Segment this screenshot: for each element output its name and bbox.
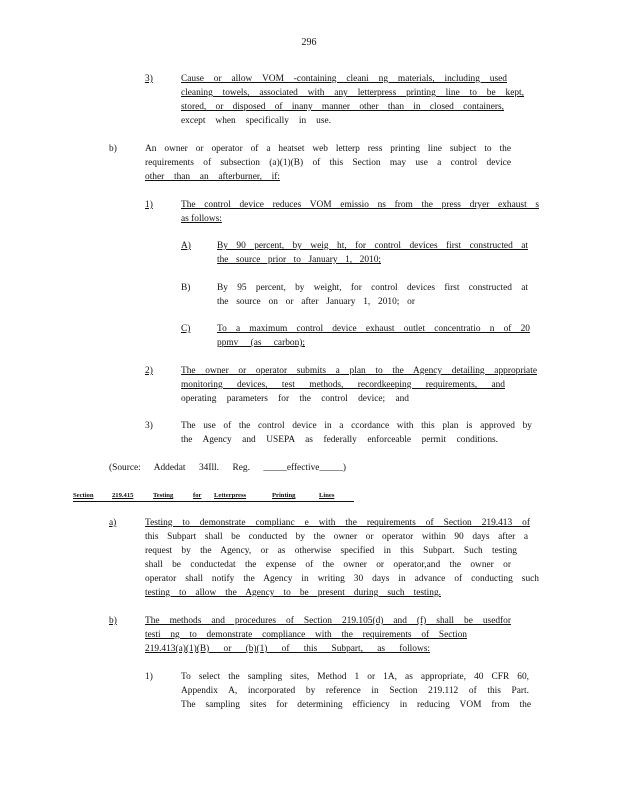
text-line: request by the Agency, or as otherwise specified in this Subpart. Such testing [145, 546, 517, 556]
item-label: b) [109, 144, 117, 154]
text-line: Appendix A, incorporated by reference in Section 219.112 of this Part. [181, 686, 529, 696]
text-line: requirements of subsection (a)(1)(B) of this Section may use a control device [145, 158, 511, 168]
item-label: 3) [145, 421, 153, 431]
text-line: operator shall notify the Agency in writing 30 days in advance of conducting such [145, 574, 539, 584]
text-line: shall be conductedat the expense of the owner or operator,and the owner or [145, 560, 511, 570]
page-number: 296 [301, 37, 317, 48]
text-line: testing to allow the Agency to be present during such testing. [145, 588, 441, 598]
text-line: ppmv (as carbon); [217, 338, 305, 348]
text-line: The control device reduces VOM emissio ns from the press dryer exhaust s [181, 200, 539, 210]
text-line: stored, or disposed of inany manner other than in closed containers, [181, 102, 504, 112]
text-line: 219.413(a)(1)(B) or (b)(1) of this Subpart, as follows: [145, 644, 430, 654]
text-line: cleaning towels, associated with any letterpress printing line to be kept, [181, 88, 524, 98]
text-line: except when specifically in use. [181, 116, 331, 126]
section-label: Section [73, 492, 94, 499]
text-line: the Agency and USEPA as federally enforceable permit conditions. [181, 435, 498, 445]
text-line: the source on or after January 1, 2010; or [217, 297, 415, 307]
text-line: Cause or allow VOM -containing cleani ng materials, including used [181, 74, 507, 84]
item-label: 3) [145, 74, 153, 84]
section-title-word: Lines [319, 492, 335, 499]
section-title-word: Testing [153, 492, 174, 499]
text-line: monitoring devices, test methods, recordkeeping requirements, and [181, 380, 505, 390]
text-line: as follows: [181, 214, 222, 224]
text-line: To a maximum control device exhaust outlet concentratio n of 20 [217, 324, 530, 334]
text-line: An owner or operator of a heatset web letterp ress printing line subject to the [145, 144, 511, 154]
section-title-word: Letterpress [214, 492, 247, 499]
item-label: 1) [145, 200, 153, 210]
text-line: testi ng to demonstrate compliance with the requirements of Section [145, 630, 467, 640]
text-line: this Subpart shall be conducted by the owner or operator within 90 days after a [145, 532, 528, 542]
text-line: The owner or operator submits a plan to the Agency detailing appropriate [181, 366, 537, 376]
section-title-word: Printing [272, 492, 296, 499]
text-line: To select the sampling sites, Method 1 or 1A, as appropriate, 40 CFR 60, [181, 672, 529, 682]
text-line: By 90 percent, by weig ht, for control devices first constructed at [217, 241, 528, 251]
item-label: A) [181, 241, 191, 251]
text-line: Testing to demonstrate complianc e with the requirements of Section 219.413 of [145, 518, 530, 528]
text-line: The use of the control device in a ccordance with this plan is approved by [181, 421, 532, 431]
item-label: C) [181, 324, 191, 334]
text-line: By 95 percent, by weight, for control devices first constructed at [217, 283, 528, 293]
text-line: The sampling sites for determining efficiency in reducing VOM from the [181, 700, 531, 710]
item-label: a) [109, 518, 117, 528]
item-label: 2) [145, 366, 153, 376]
section-title-word: for [193, 492, 202, 499]
text-line: The methods and procedures of Section 219.105(d) and (f) shall be usedfor [145, 616, 511, 626]
text-line: operating parameters for the control device; and [181, 394, 409, 404]
text-line: other than an afterburner, if: [145, 172, 280, 182]
item-label: B) [181, 283, 191, 293]
item-label: 1) [145, 672, 153, 682]
item-label: b) [109, 616, 117, 626]
source-note: (Source: Addedat 34Ill. Reg. _____effective_____) [109, 463, 346, 473]
section-number: 219.415 [112, 492, 134, 499]
text-line: the source prior to January 1, 2010; [217, 255, 381, 265]
